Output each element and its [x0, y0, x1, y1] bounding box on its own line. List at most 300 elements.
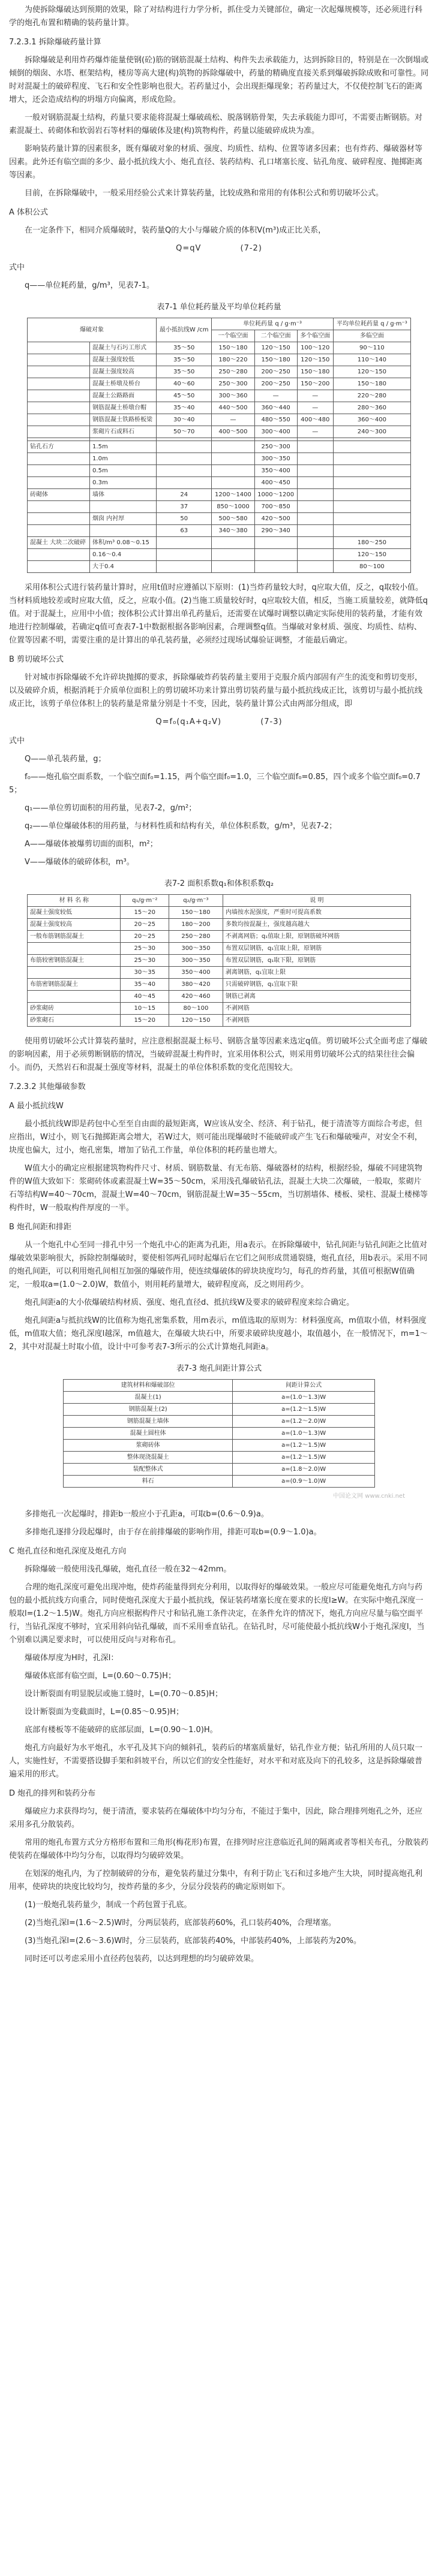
table-cell: 布置双层钢筋，q₁取下限，原钢筋 — [223, 955, 410, 967]
table-cell: 混凝土圆柱体 — [64, 1428, 233, 1440]
table-row — [28, 378, 411, 390]
table-cell: 45～50 — [157, 390, 212, 402]
formula-variable: A——爆破体被爆剪切面的面积，m²； — [25, 840, 158, 849]
table-cell: 280～360 — [333, 402, 410, 414]
formula-variable: q₂——单位爆破体积的用药量，与材料性质和结构有关，单位体积系数，g/m³，见表7-2； — [25, 822, 337, 831]
table-cell — [28, 549, 90, 561]
table-cell: 15～20 — [121, 907, 169, 919]
table-cell: 不剥离网筋；q₁值取上限，原钢筋破坏网筋 — [223, 931, 410, 943]
table-header: 二个临空面 — [254, 330, 297, 342]
table-cell — [297, 561, 333, 573]
paragraph: 常用的炮孔布置方式分方格形布置和三角形(梅花形)布置，在排列时应注意临近孔间的隔离或者等相关布孔，分散装药使装药在爆破体中均匀分布，以取得均匀破碎效果。 — [9, 1838, 429, 1860]
table-cell: 40～45 — [121, 991, 169, 1003]
paragraph: 在一定条件下，相同介质爆破时，装药量Q的大小与爆破介质的体积V(m³)成正比关系， — [25, 226, 326, 235]
table-row — [28, 931, 411, 943]
table-cell: 混凝土 大块二次破碎 — [28, 537, 90, 549]
table-cell: a=(1.0～1.3)W — [233, 1428, 375, 1440]
table-cell: 布筋密钢筋混凝土 — [28, 979, 121, 991]
formula-variable: Q——单孔装药量，g； — [25, 755, 106, 764]
paragraph: 最小抵抗线W即是药包中心至至自由面的最短距离，W应该从安全、经济、利于钻孔，便于清渣等方面综合考虑，但应指出，W过小，则飞石抛掷距离会增大，若W过大，则可能出现爆破时不能破碎或产生飞石和爆破噪声，对安全不利，块度也偏大，过小，炮孔密集，增加了钻孔工作量，单位体积的耗药量也增大。 — [9, 1120, 422, 1155]
table-row — [64, 1440, 375, 1452]
table-cell: 150～180 — [333, 378, 410, 390]
table-cell: 150～180 — [254, 354, 297, 366]
formula-body: Q=f₀(q₁A+q₂V) — [155, 717, 222, 726]
table-cell: 200～250 — [254, 366, 297, 378]
table-row — [28, 991, 411, 1003]
table-cell: 250～280 — [169, 931, 223, 943]
table-cell — [28, 354, 90, 366]
formula-number: (7-2) — [240, 244, 262, 253]
table-cell: 80～100 — [333, 561, 410, 573]
paragraph: 炮孔间距a的大小依爆破结构材质、强度、炮孔直径d、抵抗线W及要求的破碎程度来综合确定。 — [25, 1298, 355, 1307]
table-row — [64, 1464, 375, 1476]
table-cell: 850～1000 — [212, 501, 254, 513]
table-cell: — — [297, 426, 333, 438]
table-cell: 40～60 — [157, 378, 212, 390]
table-cell — [333, 453, 410, 465]
table-cell — [157, 549, 212, 561]
table-cell: 混凝土强度较低 — [28, 907, 121, 919]
table-cell: 300～350 — [169, 943, 223, 955]
table-cell: 钻孔石方 — [28, 441, 90, 453]
table-cell — [157, 465, 212, 477]
table-cell: 混凝土强度较高 — [90, 366, 157, 378]
table-cell: 90～110 — [333, 342, 410, 354]
table-cell — [212, 549, 254, 561]
table-cell: 0.3m — [90, 477, 157, 489]
table-cell — [28, 453, 90, 465]
table-cell: 砖砌体 — [28, 489, 90, 501]
table-cell: 120～150 — [333, 366, 410, 378]
table-7-2 — [27, 894, 411, 1027]
table-cell: 混凝土公路路面 — [90, 390, 157, 402]
table-header: q₁/g·m⁻² — [121, 895, 169, 907]
table-cell: a=(1.2～1.5)W — [233, 1452, 375, 1464]
table-cell: 80～100 — [169, 1003, 223, 1015]
table-cell: 20～25 — [121, 931, 169, 943]
table-row — [28, 967, 411, 979]
list-item: (2)当炮孔深l=(1.6～2.5)W时，分两层装药，底部装药60%，孔口装药40%，合理堵塞。 — [25, 1919, 337, 1928]
table-cell: 300～350 — [169, 955, 223, 967]
table-row — [64, 1416, 375, 1428]
table-cell — [297, 465, 333, 477]
table-cell: a=(0.9～1.0)W — [233, 1476, 375, 1488]
table-header: 间距计算公式 — [233, 1380, 375, 1392]
table-row — [28, 907, 411, 919]
table-cell: 砂浆砌石 — [28, 1015, 121, 1027]
paragraph: 爆破体厚度为H时，孔深l： — [25, 1654, 119, 1663]
paragraph: 多排炮孔一次起爆时，排距b一般应小于孔距a，可取b=(0.6～0.9)a。 — [25, 1510, 269, 1519]
table-row — [28, 402, 411, 414]
paragraph: 使用剪切破坏公式计算装药量时，应注意根据混凝土标号、钢筋含量等因素来选定q值。剪切破坏公式全面考虑了爆破的影响因素，用于必须剪断钢筋的情况，当破碎混凝土构件时，宜采用体积公式，则采用剪切破坏公式的结果往往会偏小。而仍，天然岩石和混凝土强度等材料，混凝土的单位体积系数的变化范围较大。 — [9, 1037, 428, 1072]
table-cell: 120～150 — [297, 354, 333, 366]
paragraph: 拆除爆破是利用炸药爆炸能量使钢(砼)筋的钢筋混凝土结构、构件失去承载能力，达到拆除目的，特别是在一次倒塌或倾倒的烟囱、水塔、框架结构，楼房等高大建(构)筑物的拆除爆破中，药量的精确度直接关系到爆破拆除成败和可靠性。同时对混凝土的破碎程度、飞石和安全性影响也很大。若药量过小，会出现拒爆现象；若药量过大，不仅使控制飞石的距离增大，还会造成结构的坍塌方向偏离，形成危险。 — [9, 56, 429, 104]
table-cell — [157, 561, 212, 573]
table-cell: 10～15 — [121, 1003, 169, 1015]
table-cell: 50 — [157, 513, 212, 525]
table-cell — [157, 453, 212, 465]
table-cell: 布置双层钢筋，q₁宜取上限，原钢筋 — [223, 943, 410, 955]
list-item: (1)一般炮孔装药量少，制成一个药包置于孔底。 — [25, 1901, 192, 1910]
table-row — [28, 501, 411, 513]
table-row — [28, 441, 411, 453]
table-cell — [28, 967, 121, 979]
table-cell — [297, 549, 333, 561]
table-cell: 布筋较密钢筋混凝土 — [28, 955, 121, 967]
table-cell — [297, 453, 333, 465]
table-cell: 混凝土桥墩及桥台 — [90, 378, 157, 390]
table-cell — [297, 489, 333, 501]
table-row — [28, 453, 411, 465]
formula-variable: q₁——单位剪切面积的用药量，见表7-2，g/m²； — [25, 804, 197, 813]
table-cell: 0.16～0.4 — [90, 549, 157, 561]
subsection-title-c: C 炮孔直径和炮孔深度及炮孔方向 — [9, 1547, 127, 1556]
table-cell: 100～120 — [297, 342, 333, 354]
table-cell: 1.5m — [90, 441, 157, 453]
table-cell — [28, 477, 90, 489]
table-cell — [90, 501, 157, 513]
table-row — [28, 513, 411, 525]
table-cell: a=(1.2～1.5)W — [233, 1440, 375, 1452]
table-7-1-caption: 表7-1 单位耗药量及平均单位耗药量 — [157, 303, 281, 312]
table-cell: 35～50 — [157, 342, 212, 354]
table-cell — [28, 426, 90, 438]
list-item: 设计断裂面有明显脱层或施工缝时，L=(0.70～0.85)H； — [25, 1690, 223, 1699]
subsection-title-a: A 体积公式 — [9, 208, 49, 217]
table-row — [64, 1392, 375, 1404]
table-cell: 混凝土与石圬工形式 — [90, 342, 157, 354]
table-body — [28, 342, 411, 573]
table-cell: 480～550 — [254, 414, 297, 426]
table-cell: 钢筋混凝土(2) — [64, 1404, 233, 1416]
table-cell — [28, 501, 90, 513]
list-item: 设计断裂面为变截面时，L=(0.85～0.95)H； — [25, 1708, 184, 1717]
table-cell: 混凝土强度较高 — [28, 919, 121, 931]
table-cell — [28, 378, 90, 390]
table-cell: 120～150 — [333, 549, 410, 561]
table-row — [28, 561, 411, 573]
formula-7-2 — [9, 242, 429, 255]
table-cell: 钢筋已剥离 — [223, 991, 410, 1003]
table-body — [28, 907, 411, 1027]
paragraph: 爆破应力求获得均匀，便于清渣，要求装药在爆破体中均匀分布，不能过于集中，因此，除合理排列炮孔之外，还应采用多孔分散装药。 — [9, 1807, 423, 1829]
table-cell: 350～400 — [254, 465, 297, 477]
table-cell — [28, 525, 90, 537]
table-cell: 不剥网筋 — [223, 1003, 410, 1015]
table-cell — [28, 390, 90, 402]
subsection-title-b: B 剪切破坏公式 — [9, 655, 64, 664]
table-cell: 220～280 — [333, 390, 410, 402]
paragraph: 拆除爆破一般使用浅孔爆破，炮孔直径一般在32～42mm。 — [25, 1565, 232, 1574]
table-cell: 浆砌砖体 — [64, 1440, 233, 1452]
table-cell — [90, 525, 157, 537]
table-cell — [212, 477, 254, 489]
table-cell: 500～580 — [212, 513, 254, 525]
table-cell: 120～150 — [254, 342, 297, 354]
table-cell: — — [297, 390, 333, 402]
table-cell: 20～25 — [121, 919, 169, 931]
table-cell — [212, 453, 254, 465]
paragraph: 针对城市拆除爆破不允许碎块抛掷的要求，拆除爆破炸药装药量主要用于克服介质内部固有产生的流变和剪切变形，以及破碎介质，根据消耗于介质单位面积上的剪切破坏功来计算出剪切装药量与最小抵抗线成正比，该剪切与最小抵抗线成正比，该剪子单位体积上的装药量是常量分别是十不变，因此，装药量计算公式由两部分组成，即 — [9, 673, 423, 708]
table-body — [64, 1392, 375, 1488]
table-cell: 1000～1200 — [254, 489, 297, 501]
table-row — [28, 414, 411, 426]
table-row — [28, 477, 411, 489]
paragraph: 炮孔间距a与抵抗线W的比值称为炮孔密集系数，用m表示，m值选取的原则为：材料强度高，m值取小值，材料强度低，m值取大值；炮孔深度l越深，m值越大，在爆破大块石中，所要求破碎块度越小，取值越小，在一般情况下，m=1～2，其中对混凝土时取小值，设计中可参考表7-3所示的公式计算炮孔间距a。 — [9, 1316, 428, 1352]
table-cell: 25～30 — [121, 943, 169, 955]
table-header: 多临空面 — [333, 330, 410, 342]
subsection-title-b: B 炮孔间距和排距 — [9, 1223, 72, 1232]
table-cell: 砂浆砌砖 — [28, 1003, 121, 1015]
table-cell — [28, 342, 90, 354]
table-cell — [297, 513, 333, 525]
formula-where: 式中 — [9, 263, 25, 272]
table-cell: 30～40 — [157, 414, 212, 426]
table-cell — [254, 561, 297, 573]
paragraph: 从一个炮孔中心至同一排孔中另一个炮孔中心的距离为孔距，用a表示。在拆除爆破中，钻孔间距与钻孔间距之比值对爆破效果影响很大，拆除控制爆破时，要使相邻两孔同时起爆后在它们之间形成贯通裂缝，炮孔直径，用b表示。采用不同的炮孔间距，可以利用炮孔间相互加强的爆破作用，使连续爆破体的碎块块度均匀，每孔的炸药量，其值可根据W值确定，一般取a=(1.0～2.0)W，数值小，则用耗药量增大，破碎程度高，反之则用药少。 — [9, 1241, 428, 1289]
table-row — [28, 354, 411, 366]
table-cell: 180～220 — [212, 354, 254, 366]
table-cell: 剥离钢筋，q₁宜取上限 — [223, 967, 410, 979]
formula-body: Q=qV — [176, 244, 202, 253]
formula-7-3 — [9, 716, 429, 729]
subsection-title-a: A 最小抵抗线W — [9, 1102, 64, 1111]
table-row — [64, 1452, 375, 1464]
table-cell — [157, 441, 212, 453]
table-cell — [297, 525, 333, 537]
table-cell: 装配整体式 — [64, 1464, 233, 1476]
table-cell: 340～380 — [212, 525, 254, 537]
table-row — [28, 979, 411, 991]
table-cell: 整体现浇混凝土 — [64, 1452, 233, 1464]
list-item: (3)当炮孔深l=(2.6～3.6)W时，分三层装药，底部装药40%，中部装药40%，上部装药为20%。 — [25, 1936, 361, 1945]
table-cell: 混凝土(1) — [64, 1392, 233, 1404]
table-cell: — — [212, 414, 254, 426]
table-row — [28, 919, 411, 931]
table-row — [28, 1015, 411, 1027]
table-cell: a=(1.0～1.3)W — [233, 1392, 375, 1404]
table-cell: 烟囱 内衬厚 — [90, 513, 157, 525]
table-cell: 250～300 — [212, 378, 254, 390]
paragraph: 在划深的炮孔内，为了控制破碎的分布，避免装药量过分集中，有利于防止飞石和过多地产生大块，同时提高炮孔利用率，使碎块的块度比较均匀，按炸药量的多少，分层分段装药的确定原则如下。 — [9, 1869, 423, 1892]
table-cell: 150～180 — [169, 907, 223, 919]
section-title-7-2-3-2: 7.2.3.2 其他爆破参数 — [9, 1082, 86, 1091]
table-cell: 多数均按混凝土，强度越高越大 — [223, 919, 410, 931]
table-cell — [254, 537, 297, 549]
table-header: q₂/g·m⁻³ — [169, 895, 223, 907]
intro-paragraph: 为使拆除爆破达到预期的效果，除了对结构进行力学分析，抓住受力关键部位，确定一次起爆规模等，还必须进行科学的炮孔布置和精确的装药量计算。 — [9, 5, 423, 28]
table-cell: 180～200 — [169, 919, 223, 931]
table-cell: 钢筋混凝土桥墩台帽 — [90, 402, 157, 414]
paragraph: 影响装药量计算的因素很多，既有爆破对象的材质、强度、均质性、结构、位置等诸多因素；也有炸药、爆破器材等因素。此外还有临空面的多少、最小抵抗线大小、炮孔直径、装药结构、孔口堵塞长度、钻孔角度、破碎程度、抛掷距离等因素。 — [9, 144, 423, 180]
table-cell — [333, 441, 410, 453]
formula-variable: V——爆破体的破碎体积，m³。 — [25, 858, 134, 867]
table-row — [28, 426, 411, 438]
list-item: 爆破体底部有临空面，L=(0.60～0.75)H； — [25, 1672, 176, 1681]
table-cell: 150～200 — [297, 378, 333, 390]
paragraph: 目前，在拆除爆破中，一般采用经验公式来计算装药量，比较成熟和常用的有体积公式和剪切破坏公式。 — [25, 189, 384, 198]
table-cell — [297, 537, 333, 549]
table-row — [64, 1404, 375, 1416]
table-cell: 350～400 — [169, 967, 223, 979]
table-cell — [333, 489, 410, 501]
table-cell: 35～40 — [121, 979, 169, 991]
table-cell — [28, 465, 90, 477]
table-cell: 30～35 — [121, 967, 169, 979]
table-cell: 400～480 — [297, 414, 333, 426]
table-cell: 钢筋混凝土墙体 — [64, 1416, 233, 1428]
table-cell — [212, 465, 254, 477]
table-cell: 420～500 — [254, 513, 297, 525]
table-header: 一个临空面 — [212, 330, 254, 342]
table-cell: 24 — [157, 489, 212, 501]
formula-variable: f₀——炮孔临空面系数，一个临空面f₀=1.15，两个临空面f₀=1.0，三个临空面f₀=0.85，四个或多个临空面f₀=0.75； — [9, 773, 421, 795]
table-cell: 360～440 — [254, 402, 297, 414]
table-cell: 1200～1400 — [212, 489, 254, 501]
table-row — [28, 366, 411, 378]
table-cell — [212, 561, 254, 573]
table-cell: 110～140 — [333, 354, 410, 366]
table-cell — [212, 441, 254, 453]
table-cell: 180～250 — [333, 537, 410, 549]
table-cell: 内墙按水泥强度，严重时可提高系数 — [223, 907, 410, 919]
table-cell: 150～180 — [297, 366, 333, 378]
formula-number: (7-3) — [260, 717, 283, 726]
table-cell — [212, 537, 254, 549]
table-cell — [28, 402, 90, 414]
table-row — [64, 1428, 375, 1440]
table-cell: 440～500 — [212, 402, 254, 414]
table-cell — [28, 366, 90, 378]
table-cell: 200～250 — [254, 378, 297, 390]
table-cell — [28, 414, 90, 426]
table-cell — [297, 441, 333, 453]
table-cell: 300～350 — [254, 453, 297, 465]
paragraph: 合理的炮孔深度可避免出现冲炮，使炸药能量得到充分利用，以取得好的爆破效果。一般应尽可能避免炮孔方向与药包的最小抵抗线方向重合，同时使炮孔深度大于最小抵抗线，保证装药堵塞长度在要求的长度l≥W。在实际中炮孔深度一般取l=(1.2～1.5)W。炮孔方向应根据构件尺寸和钻孔施工条件决定，在条件允许的情况下，炮孔方向应尽量与临空面平行，当钻孔深度不够时，宜采用斜向钻孔爆破，而不采用垂直钻孔。在钻孔时，尽可能使最小抵抗线W小于炮孔深度l，当个别难以满足要求时，可以使用反向与对称布孔。 — [9, 1583, 425, 1645]
table-cell: 290～340 — [254, 525, 297, 537]
table-header: 建筑材料和爆破部位 — [64, 1380, 233, 1392]
table-cell: 120～150 — [169, 1015, 223, 1027]
table-cell: 大于0.4 — [90, 561, 157, 573]
table-cell — [157, 537, 212, 549]
subsection-title-d: D 炮孔的排列和装药分布 — [9, 1789, 96, 1798]
table-cell — [333, 477, 410, 489]
table-cell: 400～450 — [254, 477, 297, 489]
table-cell: — — [254, 390, 297, 402]
table-cell — [297, 477, 333, 489]
section-title-7-2-3-1: 7.2.3.1 拆除爆破药量计算 — [9, 38, 101, 47]
table-cell: 1.0m — [90, 453, 157, 465]
table-cell: a=(1.2～2.0)W — [233, 1416, 375, 1428]
table-row — [28, 1003, 411, 1015]
table-cell: 35～50 — [157, 366, 212, 378]
table-row — [64, 1476, 375, 1488]
table-row — [28, 549, 411, 561]
paragraph: 一般对钢筋混凝土结构，药量只要求能将混凝土爆破疏松、脱落钢筋骨架，失去承载能力即可，不需要击断钢筋。对素混凝土、砖砌体和软弱岩石等材料的爆破体及建(构)筑物构件，药量以能破碎成块为准。 — [9, 113, 423, 135]
table-cell: 混凝土强度较低 — [90, 354, 157, 366]
table-cell — [297, 501, 333, 513]
list-item: 底部有楼板等不能破碎的底部层面，L=(0.90～1.0)H。 — [25, 1726, 218, 1735]
table-row — [28, 489, 411, 501]
table-cell: 380～420 — [169, 979, 223, 991]
table-7-1 — [27, 318, 411, 573]
table-cell — [28, 991, 121, 1003]
table-header: 说 明 — [223, 895, 410, 907]
table-cell — [333, 525, 410, 537]
table-row — [28, 390, 411, 402]
table-cell: 150～180 — [212, 342, 254, 354]
table-cell: 15～20 — [121, 1015, 169, 1027]
table-cell — [333, 501, 410, 513]
paragraph: 同时还可以考虑采用小直径药包装药，以达到理想的均匀破碎效果。 — [25, 1954, 259, 1963]
paragraph: 多排炮孔逐排分段起爆时，由于存在前排爆破的影响作用，排距可取b=(0.9～1.0)a。 — [25, 1528, 322, 1537]
table-cell: 300～360 — [212, 390, 254, 402]
table-cell: 不剥网筋 — [223, 1015, 410, 1027]
table-header: 最小抵抗线W /cm — [157, 318, 212, 342]
table-cell — [28, 513, 90, 525]
table-cell: a=(1.2～1.5)W — [233, 1404, 375, 1416]
table-row — [28, 342, 411, 354]
table-header: 多个临空面 — [297, 330, 333, 342]
table-cell: 240～300 — [333, 426, 410, 438]
table-cell — [254, 549, 297, 561]
table-cell: 35～50 — [157, 354, 212, 366]
document-page — [9, 0, 429, 1966]
table-header: 单位耗药量 q / g·m⁻³ — [212, 318, 333, 330]
table-header: 材 料 名 称 — [28, 895, 121, 907]
table-header: 平均单位耗药量 q / g·m⁻³ — [333, 318, 410, 330]
table-cell: 墙体 — [90, 489, 157, 501]
table-cell: 300～400 — [254, 426, 297, 438]
table-cell: 钢筋混凝土铁路桥板梁 — [90, 414, 157, 426]
table-cell: 250～300 — [254, 441, 297, 453]
watermark: 中国论文网 www.cnki.net — [333, 1493, 405, 1500]
formula-variable: q——单位耗药量，g/m³，见表7-1。 — [25, 281, 154, 290]
table-header: 爆破对象 — [28, 318, 157, 342]
table-cell — [28, 943, 121, 955]
paragraph: W值大小的确定应根据建筑物构件尺寸、材质、钢筋数量、有无布筋、爆破器材的结构，根据经验，爆破不同建筑物件的W值大致如下：浆砌砖体或素混凝土W=35～50cm，采用浅孔爆破钻孔法，混凝土大块二次爆破，一般取，浆砌片石等结构W=40～70cm，混凝土W=40～70cm，钢筋混凝土W=35～55cm，当切割墙体、楼板、梁柱、混凝土楼梯等构件时，W一般取构件厚度的一半。 — [9, 1164, 428, 1212]
table-cell: 700～850 — [254, 501, 297, 513]
table-cell: 250～280 — [212, 366, 254, 378]
table-7-2-caption: 表7-2 面积系数q₁和体积系数q₂ — [164, 879, 274, 888]
table-cell — [333, 465, 410, 477]
table-cell: 料石 — [64, 1476, 233, 1488]
table-cell: 420～460 — [169, 991, 223, 1003]
table-cell: 35～40 — [157, 402, 212, 414]
paragraph: 炮孔方向最好为水平炮孔，水平孔及其下向的倾斜孔，装药后的堵塞质量好，钻孔作业方便；钻孔所用的人员只取一人，实施性好，不需要搭设脚手架和斜坡平台，所以它们的安全性能好，对水平和对底及向下的孔较多，这是拆除爆破普遍采用的形式。 — [9, 1744, 423, 1779]
table-row — [28, 537, 411, 549]
table-7-3-caption: 表7-3 炮孔间距计算公式 — [176, 1364, 262, 1373]
table-cell: 37 — [157, 501, 212, 513]
table-cell: 50～70 — [157, 426, 212, 438]
table-cell — [333, 513, 410, 525]
table-cell: 63 — [157, 525, 212, 537]
table-cell: 25～30 — [121, 955, 169, 967]
table-cell: 400～500 — [212, 426, 254, 438]
formula-where: 式中 — [9, 737, 25, 746]
table-cell: 体积/m³ 0.08～0.15 — [90, 537, 157, 549]
table-cell: — — [297, 402, 333, 414]
table-cell: 只需破碎钢筋，q₁宜取下限 — [223, 979, 410, 991]
table-row — [28, 465, 411, 477]
paragraph: 采用体积公式进行装药量计算时，应用t值时应遵循以下原则：(1)当炸药量较大时，q应取大值，反之，q取较小值。当材料质地较差或时应取大值，反之，应取小值。(2)当施工质量较好时，q应取较大值，相反，当施工质量较差，就降低q值。对于混凝土，应用中小值；按体积公式计算出单孔药量后，还需要在试爆时调整以确定实际使用的装药量，才能有效地进行控制爆破，若确定q值可查表7-1中数据根据各影响因素，合理调整q值。当爆破对象材质、强度、均质性、结构、位置等因素不明，需要注重的是计算出的单孔装药量，必须经过现场试爆验证调整，才能最后确定。 — [9, 583, 428, 645]
table-row — [28, 943, 411, 955]
table-cell: 0.5m — [90, 465, 157, 477]
table-cell — [28, 561, 90, 573]
table-cell: 360～400 — [333, 414, 410, 426]
table-7-3 — [63, 1379, 375, 1488]
table-cell: a=(1.8～2.0)W — [233, 1464, 375, 1476]
